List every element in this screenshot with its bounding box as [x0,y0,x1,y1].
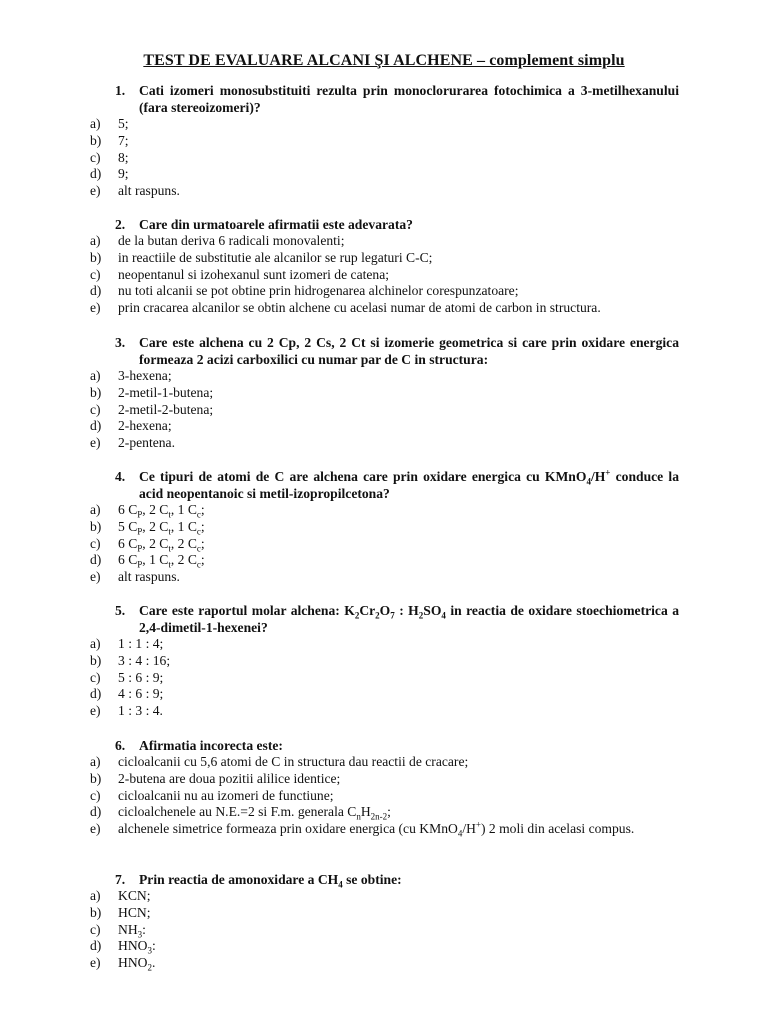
question-3 [90,334,680,452]
question-1 [90,82,680,200]
option: b) 3 : 4 : 16; [90,652,171,668]
page-title: TEST DE EVALUARE ALCANI ŞI ALCHENE – complement simplu [143,52,625,69]
option: a) de la butan deriva 6 radicali monovalenti; [90,233,345,248]
option: a) 5; [90,116,129,131]
option: c) neopentanul si izohexanul sunt izomeri de catena; [90,266,390,282]
option: a) cicloalcanii cu 5,6 atomi de C in structura dau reactii de cracare; [90,754,469,769]
question-2 [90,216,680,317]
option: e) 2-pentena. [90,435,175,451]
question-number: 3. [115,335,126,350]
option: b) 7; [90,132,129,148]
option: e) prin cracarea alcanilor se obtin alchene cu acelasi numar de atomi de carbon in structura. [90,300,601,316]
option: c) $NH_3$: [90,921,146,940]
option: d) $HNO_3$: [90,938,156,957]
question-7 [90,871,680,972]
option: a) 1 : 1 : 4; [90,636,164,651]
option: a) KCN; [90,888,151,903]
option: a) 6 $C_P$, 2 $C_t$, 1 $C_c$; [90,502,205,520]
option: c) cicloalcanii nu au izomeri de functiune; [90,787,334,803]
question-text: Afirmatia incorecta este: [139,738,283,753]
question-number: 5. [115,603,126,618]
question-text: Prin reactia de amonoxidare a $CH_4$ se obtine: [139,872,402,890]
question-number: 6. [115,738,126,753]
option: c) 2-metil-2-butena; [90,401,214,417]
option: b) HCN; [90,904,151,920]
question-number: 7. [115,872,126,887]
question-text: Care din urmatoarele afirmatii este adevarata? [139,217,413,232]
option: e) alchenele simetrice formeaza prin oxidare energica (cu KMnO$_4$/H+) 2 moli din acelasi compus. [90,819,635,839]
question-6 [90,737,680,838]
option: d) nu toti alcanii se pot obtine prin hidrogenarea alchinelor corespunzatoare; [90,283,519,299]
option: e) alt raspuns. [90,183,180,199]
option: b) in reactiile de substitutie ale alcanilor se rup legaturi C-C; [90,249,433,265]
option: b) 2-metil-1-butena; [90,384,214,400]
option: c) 5 : 6 : 9; [90,669,164,685]
question-number: 4. [115,469,126,484]
option: b) 2-butena are doua pozitii alilice identice; [90,770,341,786]
question-text: Care este alchena cu 2 Cp, 2 Cs, 2 Ct si izomerie geometrica si care prin oxidare energica formeaza 2 acizi carboxilici cu numar par de C in structura: [139,335,679,367]
question-number: 2. [115,217,126,232]
question-4 [90,468,680,586]
option: d) 6 $C_P$, 1 $C_t$, 2 $C_c$; [90,552,205,571]
question-5 [90,602,680,720]
option: b) 5 $C_P$, 2 $C_t$, 1 $C_c$; [90,518,205,537]
option: e) 1 : 3 : 4. [90,703,163,719]
option: a) 3-hexena; [90,368,172,383]
option: e) alt raspuns. [90,569,180,585]
question-text: Ce tipuri de atomi de C are alchena care prin oxidare energica cu KMnO$_4$/H+ conduce la acid neopentanoic si metil-izopropilcetona? [139,467,679,501]
option: d) 2-hexena; [90,418,172,434]
option: e) $HNO_2$. [90,955,156,973]
option: d) 4 : 6 : 9; [90,686,164,702]
option: d) 9; [90,166,129,182]
option: d) cicloalchenele au N.E.=2 si F.m. generala $C_nH_{2n-2}$; [90,804,391,823]
option: c) 8; [90,149,129,165]
option: c) 6 $C_P$, 2 $C_t$, 2 $C_c$; [90,535,205,554]
question-number: 1. [115,83,126,98]
question-text: Care este raportul molar alchena: $K_2Cr_2O_7$ : $H_2SO_4$ in reactia de oxidare stoechiometrica a 2,4-dimetil-1-hexenei? [139,603,679,635]
question-text: Cati izomeri monosubstituiti rezulta prin monoclorurarea fotochimica a 3-metilhexanului (fara stereoizomeri)? [139,83,679,115]
